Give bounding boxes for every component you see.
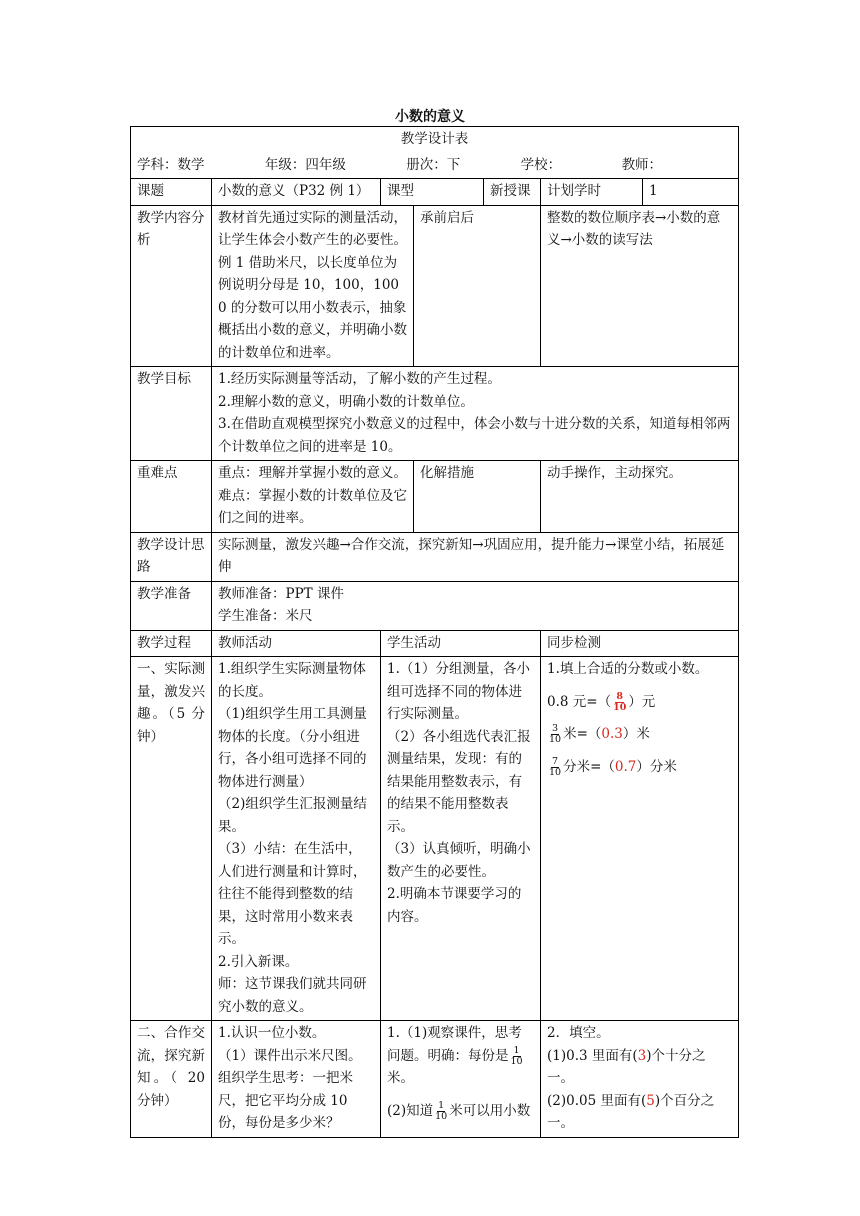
- stage2-teacher-line: 1.认识一位小数。: [218, 1025, 326, 1041]
- key-label: 重难点: [131, 461, 212, 533]
- stage2-teacher-line: （1）课件出示米尺图。组织学生思考：一把米尺，把它平均分成 10 份，每份是多少米？: [218, 1047, 362, 1131]
- stage2-student-line: 1.（1)观察课件，思考问题。明确：每份是 $\frac{1}{10}$ 米。: [387, 1025, 523, 1086]
- grade-field: 年级：四年级: [264, 156, 346, 173]
- school-field: 学校：: [520, 156, 562, 173]
- form-title: 教学设计表: [131, 127, 739, 153]
- measure-label: 化解措施: [414, 461, 541, 533]
- fraction: $\frac{7}{10}$: [549, 755, 562, 778]
- stage1-teacher-line: （2)组织学生汇报测量结果。: [218, 796, 367, 835]
- goal-item: 2.理解小数的意义，明确小数的计数单位。: [218, 393, 474, 410]
- student-prep: 学生准备：米尺: [218, 608, 313, 624]
- stage1-check: [541, 657, 739, 1021]
- topic-label: 课题: [131, 179, 212, 206]
- lesson-type-value: 新授课: [484, 179, 541, 206]
- stage1-teacher-line: 师：这节课我们就共同研究小数的意义。: [218, 976, 367, 1015]
- planned-hours-value: 1: [643, 179, 739, 206]
- teacher-field: 教师：: [621, 156, 663, 173]
- check1-intro: 1.填上合适的分数或小数。: [547, 661, 709, 677]
- design-label: 教学设计思路: [131, 532, 212, 581]
- stage2-teacher: [212, 1021, 381, 1138]
- subject-field: 学科：数学: [137, 156, 205, 173]
- goal-item: 1.经历实际测量等活动，了解小数的产生过程。: [218, 371, 501, 387]
- stage2-student-line: (2)知道 $\frac{1}{10}$ 米可以用小数: [387, 1099, 531, 1122]
- design-content: 实际测量，激发兴趣→合作交流，探究新知→巩固应用，提升能力→课堂小结，拓展延伸: [212, 532, 739, 581]
- topic-value: 小数的意义（P32 例 1）: [212, 179, 381, 206]
- prep-content: [212, 581, 739, 630]
- link-value: 整数的数位顺序表→小数的意义→小数的读写法: [541, 205, 739, 367]
- stage1-teacher-line: 2.引入新课。: [218, 953, 299, 970]
- link-label: 承前启后: [414, 205, 541, 367]
- check1-line: $\frac{3}{10}$ 米=（0.3）米: [549, 723, 650, 745]
- stage1-teacher-line: （1)组织学生用工具测量物体的长度。（分小组进行，各小组可选择不同的物体进行测量）: [218, 706, 367, 790]
- check2-line: (2)0.05 里面有(5)个百分之一。: [547, 1092, 715, 1131]
- volume-field: 册次：下: [406, 156, 461, 173]
- lesson-type-label: 课型: [381, 179, 484, 206]
- fraction-answer: $\frac{8}{10}$: [613, 690, 627, 713]
- check2-line: (1)0.3 里面有(3)个十分之一。: [547, 1047, 706, 1086]
- stage1-student: [381, 657, 541, 1021]
- analysis-label: 教学内容分析: [131, 205, 212, 367]
- difficulty-point: 难点：掌握小数的计数单位及它们之间的进率。: [218, 487, 407, 526]
- stage1-student-line: （3）认真倾听，明确小数产生的必要性。: [387, 841, 531, 880]
- prep-label: 教学准备: [131, 581, 212, 630]
- stage2-student: [381, 1021, 541, 1138]
- sync-check-header: 同步检测: [541, 630, 739, 657]
- stage1-teacher-line: （3）小结：在生活中，人们进行测量和计算时，往往不能得到整数的结果，这时常用小数来表示。: [218, 841, 367, 947]
- stage1-student-line: 1.（1）分组测量，各小组可选择不同的物体进行实际测量。: [387, 661, 530, 722]
- measure-value: 动手操作，主动探究。: [541, 461, 739, 533]
- fraction: $\frac{1}{10}$: [435, 1099, 448, 1122]
- student-activity-header: 学生活动: [381, 630, 541, 657]
- check2-intro: 2．填空。: [547, 1025, 610, 1041]
- key-content: [212, 461, 414, 533]
- key-point: 重点：理解并掌握小数的意义。: [218, 465, 407, 481]
- teacher-activity-header: 教师活动: [212, 630, 381, 657]
- stage1-teacher-line: 1.组织学生实际测量物体的长度。: [218, 661, 366, 700]
- stage1-student-line: （2）各小组选代表汇报测量结果，发现：有的结果能用整数表示，有的结果不能用整数表示。: [387, 728, 531, 835]
- stage1-label: 一、实际测量，激发兴趣。（5 分钟）: [131, 657, 212, 1021]
- check1-line: 0.8 元=（ $\frac{8}{10}$ ）元: [547, 690, 656, 713]
- planned-hours-label: 计划学时: [541, 179, 643, 206]
- goals-content: [212, 367, 739, 461]
- goal-item: 3.在借助直观模型探究小数意义的过程中，体会小数与十进分数的关系，知道每相邻两个计数单位之间的进率是 10。: [218, 416, 731, 455]
- stage2-label: 二、合作交流，探究新知。（ 20 分钟）: [131, 1021, 212, 1138]
- stage1-student-line: 2.明确本节课要学习的内容。: [387, 886, 522, 925]
- page-title: 小数的意义: [395, 109, 465, 125]
- analysis-content: 教材首先通过实际的测量活动，让学生体会小数产生的必要性。例 1 借助米尺，以长度单位为例说明分母是 10，100，1000 的分数可以用小数表示，抽象概括出小数的意义，并明确小数的计数单位和进率。: [212, 205, 414, 367]
- stage2-check: [541, 1021, 739, 1138]
- stage1-teacher: [212, 657, 381, 1021]
- goals-label: 教学目标: [131, 367, 212, 461]
- check1-line: $\frac{7}{10}$ 分米=（0.7）分米: [549, 755, 677, 778]
- teacher-prep: 教师准备：PPT 课件: [218, 585, 344, 602]
- fraction: $\frac{3}{10}$: [549, 723, 562, 745]
- header-info: [131, 153, 739, 179]
- lesson-plan-table: [130, 126, 738, 1138]
- process-header: 教学过程: [131, 630, 212, 657]
- fraction: $\frac{1}{10}$: [510, 1044, 523, 1067]
